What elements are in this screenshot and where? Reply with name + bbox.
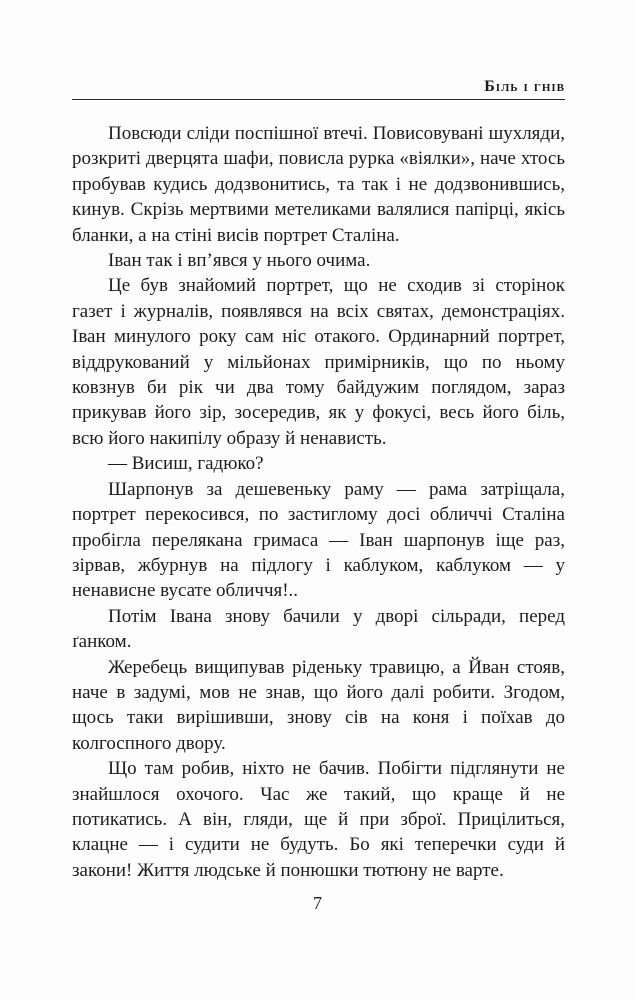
body-paragraph: Потім Івана знову бачили у дворі сільради, перед ґанком. (72, 605, 565, 653)
page-body-text (72, 121, 565, 883)
body-paragraph: Повсюди сліди поспішної втечі. Повисовувані шухляди, розкриті дверцята шафи, повисла рурка «віялки», наче хтось пробував кудись додзвонитись, та так і не додзвонившись, кинув. Скрізь мертвими метеликами валялися папірці, якісь бланки, а на стіні висів портрет Сталіна. (72, 123, 565, 246)
body-paragraph: Це був знайомий портрет, що не сходив зі сторінок газет і журналів, появлявся на всіх святах, демонстраціях. Іван минулого року сам ніс отакого. Ординарний портрет, віддрукований у мільйонах примірників, що по ньому ковзнув би рік чи два тому байдужим поглядом, зараз прикував його зір, зосередив, як у фокусі, весь його біль, всю його накипілу образу й ненависть. (72, 275, 565, 449)
running-header: Біль і гнів (72, 78, 565, 100)
page-number: 7 (313, 893, 322, 913)
body-paragraph: Шарпонув за дешевеньку раму — рама затріщала, портрет перекосився, по застиглому досі обличчі Сталіна пробігла перелякана гримаса — Іван шарпонув іще раз, зірвав, жбурнув на підлогу і каблуком, каблуком — у ненависне вусате обличчя!.. (72, 478, 565, 602)
body-paragraph-dialogue: — Висиш, гадюко? (108, 453, 264, 475)
body-paragraph: Що там робив, ніхто не бачив. Побігти підглянути не знайшлося охочого. Час же такий, що краще й не потикатись. А він, гляди, ще й при зброї. Прицілиться, клацне — і судити не будуть. Бо які теперечки суди й закони! Життя людське й понюшки тютюну не варте. (72, 758, 565, 881)
body-paragraph: Жеребець вищипував ріденьку травицю, а Йван стояв, наче в задумі, мов не знав, що його далі робити. Згодом, щось таки вирішивши, знову сів на коня і поїхав до колгоспного двору. (72, 656, 565, 754)
body-paragraph: Іван так і вп’явся у нього очима. (108, 250, 371, 272)
